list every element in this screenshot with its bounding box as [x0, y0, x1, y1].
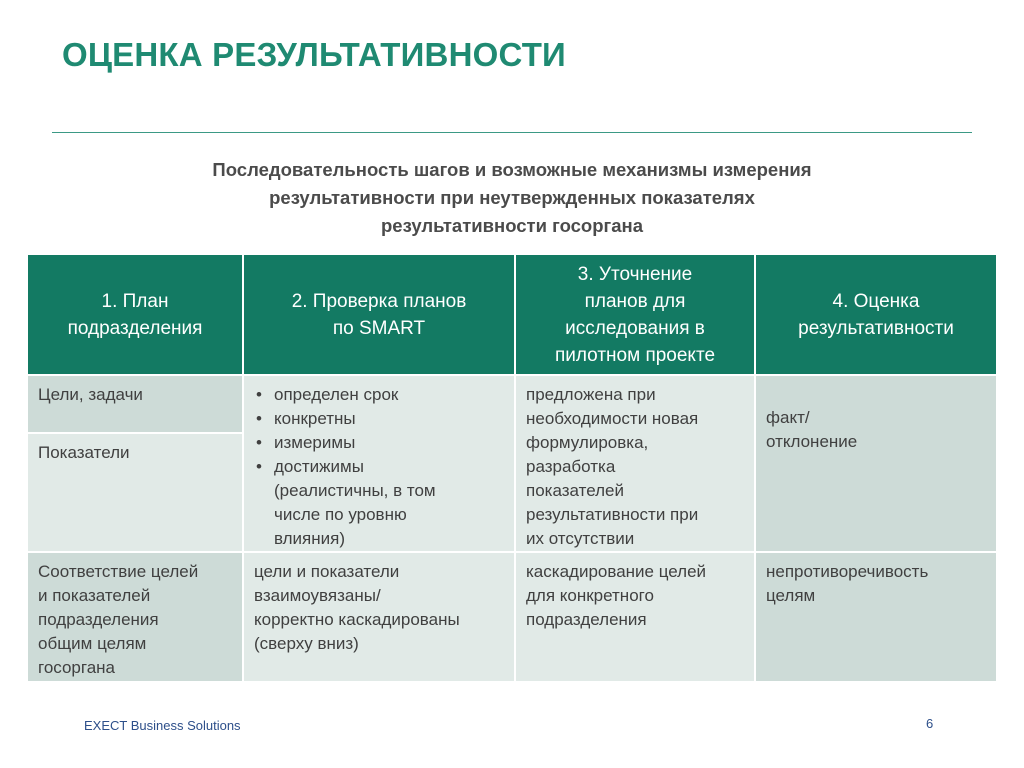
cell-text: подразделения — [526, 610, 647, 629]
subtitle-line: Последовательность шагов и возможные механизмы измерения — [212, 159, 812, 180]
list-item — [254, 431, 504, 455]
cell-text: необходимости новая — [526, 409, 699, 428]
list-item — [254, 407, 504, 431]
header-cell-plan — [28, 255, 242, 374]
list-item-text: определен срок — [274, 385, 399, 404]
smart-criteria-list — [254, 383, 504, 551]
header-line: 3. Уточнение — [577, 263, 693, 285]
cell-refinement — [516, 376, 754, 551]
cell-text: подразделения — [38, 610, 159, 629]
slide-title: ОЦЕНКА РЕЗУЛЬТАТИВНОСТИ — [62, 36, 566, 73]
cell-text: взаимоувязаны/ — [254, 586, 381, 605]
list-item — [254, 383, 504, 407]
cell-text: каскадирование целей — [526, 562, 707, 581]
cell-text: корректно каскадированы — [254, 610, 460, 629]
header-line: пилотном проекте — [554, 344, 716, 366]
cell-text: госоргана — [38, 658, 116, 677]
header-cell-smart-check — [244, 255, 514, 374]
header-line: планов для — [584, 290, 686, 312]
header-line: исследования в — [565, 317, 705, 339]
cell-text: цели и показатели — [254, 562, 400, 581]
cell-text: результативности при — [526, 505, 699, 524]
header-line: результативности — [798, 317, 954, 339]
list-item-text: числе по уровню — [274, 505, 407, 524]
header-line: 1. План — [101, 290, 169, 312]
cell-fact-deviation — [756, 376, 996, 551]
cell-alignment-cascading — [516, 553, 754, 681]
bullet-icon: • — [256, 457, 262, 476]
cell-text: для конкретного — [526, 586, 654, 605]
bullet-icon: • — [256, 409, 262, 428]
cell-text: Цели, задачи — [38, 385, 143, 404]
header-line: подразделения — [67, 317, 203, 339]
subtitle-line: результативности госоргана — [381, 215, 643, 236]
cell-alignment-linked — [244, 553, 514, 681]
cell-text: Соответствие целей — [38, 562, 199, 581]
cell-text: (сверху вниз) — [254, 634, 359, 653]
page-number: 6 — [926, 716, 934, 731]
header-cell-refinement — [516, 255, 754, 374]
cell-text: их отсутствии — [526, 529, 635, 548]
cell-text: формулировка, — [526, 433, 649, 452]
cell-text: общим целям — [38, 634, 147, 653]
cell-text: целям — [766, 586, 816, 605]
cell-text: предложена при — [526, 385, 656, 404]
cell-alignment-goals — [28, 553, 242, 681]
header-line: 4. Оценка — [832, 290, 920, 312]
bullet-icon: • — [256, 433, 262, 452]
cell-text: факт/ — [766, 408, 810, 427]
cell-alignment-consistency — [756, 553, 996, 681]
list-item-text: (реалистичны, в том — [274, 481, 436, 500]
cell-text: показателей — [526, 481, 624, 500]
header-line: 2. Проверка планов — [291, 290, 467, 312]
footer-company: EXECT Business Solutions — [84, 718, 241, 733]
list-item-text: достижимы — [274, 457, 364, 476]
cell-text: непротиворечивость — [766, 562, 929, 581]
title-divider — [52, 132, 972, 133]
slide-subtitle — [100, 156, 924, 240]
cell-text: разработка — [526, 457, 616, 476]
cell-indicators — [28, 434, 242, 551]
list-item-text: конкретны — [274, 409, 356, 428]
cell-text: Показатели — [38, 443, 130, 462]
list-item-text: измеримы — [274, 433, 356, 452]
cell-text: отклонение — [766, 432, 858, 451]
cell-text: и показателей — [38, 586, 151, 605]
subtitle-line: результативности при неутвержденных показателях — [269, 187, 755, 208]
header-cell-evaluation — [756, 255, 996, 374]
list-item-text: влияния) — [274, 529, 346, 548]
cell-smart-criteria — [244, 376, 514, 551]
header-line: по SMART — [332, 317, 426, 339]
list-item — [254, 455, 504, 551]
cell-goals — [28, 376, 242, 432]
bullet-icon: • — [256, 385, 262, 404]
